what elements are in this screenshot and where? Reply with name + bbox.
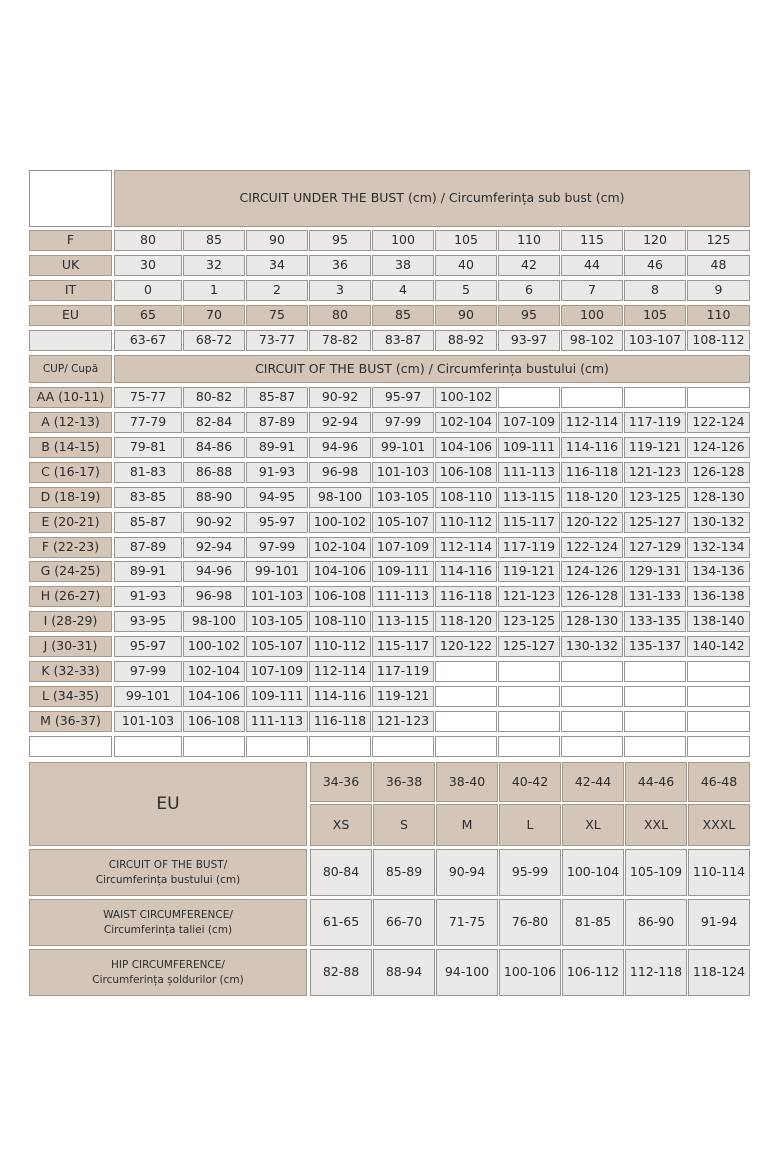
measurement-value: 81-85	[562, 899, 624, 946]
cup-value: 114-116	[561, 437, 623, 458]
cup-header-label: CUP/ Cupă	[29, 355, 112, 383]
measurement-value: 118-124	[688, 949, 750, 996]
cup-value: 86-88	[183, 462, 245, 483]
measurement-value: 66-70	[373, 899, 435, 946]
eu-size: 36-38	[373, 762, 435, 802]
cup-value: 101-103	[246, 586, 308, 607]
eu-size: 38-40	[436, 762, 498, 802]
cup-value	[561, 661, 623, 682]
cup-value: 99-101	[372, 437, 434, 458]
cup-value: 140-142	[687, 636, 750, 657]
cup-value	[687, 387, 750, 408]
size-system-value: 105	[624, 305, 686, 326]
cup-value: 98-100	[183, 611, 245, 632]
cup-value: 135-137	[624, 636, 686, 657]
empty-cell	[624, 736, 686, 757]
cup-value: 95-97	[114, 636, 182, 657]
cup-value: 110-112	[309, 636, 371, 657]
cup-value: 87-89	[246, 412, 308, 433]
size-system-value: 34	[246, 255, 308, 276]
measurement-value: 86-90	[625, 899, 687, 946]
cup-value: 118-120	[435, 611, 497, 632]
cup-value: 130-132	[561, 636, 623, 657]
cup-value: 83-85	[114, 487, 182, 508]
cup-value: 122-124	[561, 537, 623, 558]
cup-value: 104-106	[435, 437, 497, 458]
cup-value: 126-128	[561, 586, 623, 607]
cup-value: 97-99	[372, 412, 434, 433]
cup-value: 91-93	[246, 462, 308, 483]
cup-value: 92-94	[183, 537, 245, 558]
cup-value: 138-140	[687, 611, 750, 632]
size-system-value: 68-72	[183, 330, 245, 351]
cup-value: 105-107	[372, 512, 434, 533]
cup-value: 112-114	[561, 412, 623, 433]
size-system-value: 7	[561, 280, 623, 301]
size-system-value: 73-77	[246, 330, 308, 351]
letter-size: XL	[562, 804, 624, 846]
cup-value	[498, 661, 560, 682]
size-system-value: 90	[246, 230, 308, 251]
cup-value: 128-130	[687, 487, 750, 508]
measurement-value: 76-80	[499, 899, 561, 946]
corner-cell	[29, 170, 112, 227]
size-system-value: 80	[114, 230, 182, 251]
cup-label: AA (10-11)	[29, 387, 112, 408]
cup-value: 101-103	[114, 711, 182, 732]
cup-value: 123-125	[624, 487, 686, 508]
cup-value	[498, 711, 560, 732]
measurement-value: 110-114	[688, 849, 750, 896]
cup-value: 110-112	[435, 512, 497, 533]
cup-value	[435, 711, 497, 732]
cup-value: 126-128	[687, 462, 750, 483]
size-system-value: 100	[561, 305, 623, 326]
size-system-value: 44	[561, 255, 623, 276]
cup-value: 95-97	[372, 387, 434, 408]
cup-value	[498, 686, 560, 707]
cup-label: C (16-17)	[29, 462, 112, 483]
cup-value: 88-90	[183, 487, 245, 508]
cup-label: K (32-33)	[29, 661, 112, 682]
cup-value	[561, 711, 623, 732]
cup-value: 96-98	[183, 586, 245, 607]
size-system-value: 90	[435, 305, 497, 326]
letter-size: XXXL	[688, 804, 750, 846]
eu-size: 42-44	[562, 762, 624, 802]
cup-value: 131-133	[624, 586, 686, 607]
eu-size: 40-42	[499, 762, 561, 802]
cup-value: 103-105	[246, 611, 308, 632]
cup-value: 113-115	[498, 487, 560, 508]
cup-value: 77-79	[114, 412, 182, 433]
cup-value: 97-99	[246, 537, 308, 558]
cup-value	[624, 661, 686, 682]
size-system-value: 9	[687, 280, 750, 301]
measurement-value: 100-106	[499, 949, 561, 996]
cup-value: 112-114	[309, 661, 371, 682]
cup-value: 115-117	[372, 636, 434, 657]
size-system-value: 48	[687, 255, 750, 276]
size-system-value: 6	[498, 280, 560, 301]
cup-label: G (24-25)	[29, 561, 112, 582]
cup-label: M (36-37)	[29, 711, 112, 732]
cup-value: 94-96	[183, 561, 245, 582]
cup-value: 119-121	[498, 561, 560, 582]
size-system-value: 5	[435, 280, 497, 301]
cup-value: 94-96	[309, 437, 371, 458]
cup-value: 111-113	[498, 462, 560, 483]
letter-size: S	[373, 804, 435, 846]
cup-value	[687, 686, 750, 707]
cup-value: 100-102	[435, 387, 497, 408]
cup-value: 89-91	[114, 561, 182, 582]
size-system-value: 4	[372, 280, 434, 301]
cup-value: 108-110	[435, 487, 497, 508]
size-system-value: 88-92	[435, 330, 497, 351]
size-system-value: 1	[183, 280, 245, 301]
measurement-value: 61-65	[310, 899, 372, 946]
cup-value: 109-111	[372, 561, 434, 582]
size-system-value: 98-102	[561, 330, 623, 351]
size-system-value: 83-87	[372, 330, 434, 351]
cup-value: 117-119	[372, 661, 434, 682]
measurement-value: 82-88	[310, 949, 372, 996]
cup-value: 121-123	[498, 586, 560, 607]
size-system-value: 38	[372, 255, 434, 276]
empty-cell	[372, 736, 434, 757]
cup-value: 85-87	[246, 387, 308, 408]
size-system-value: 40	[435, 255, 497, 276]
cup-value: 115-117	[498, 512, 560, 533]
cup-value: 117-119	[624, 412, 686, 433]
cup-value: 109-111	[498, 437, 560, 458]
cup-value: 116-118	[309, 711, 371, 732]
size-system-label: EU	[29, 305, 112, 326]
under-bust-header: CIRCUIT UNDER THE BUST (cm) / Circumferința sub bust (cm)	[114, 170, 750, 227]
cup-value	[624, 686, 686, 707]
empty-cell	[29, 736, 112, 757]
measurement-value: 71-75	[436, 899, 498, 946]
cup-label: L (34-35)	[29, 686, 112, 707]
measurement-value: 80-84	[310, 849, 372, 896]
cup-label: I (28-29)	[29, 611, 112, 632]
cup-value	[435, 686, 497, 707]
measurement-value: 85-89	[373, 849, 435, 896]
cup-value: 100-102	[183, 636, 245, 657]
measurement-value: 88-94	[373, 949, 435, 996]
size-system-value: 95	[309, 230, 371, 251]
size-system-value: 115	[561, 230, 623, 251]
cup-value: 124-126	[561, 561, 623, 582]
cup-value: 114-116	[309, 686, 371, 707]
cup-value: 111-113	[246, 711, 308, 732]
cup-value: 90-92	[183, 512, 245, 533]
empty-cell	[183, 736, 245, 757]
size-system-value: 65	[114, 305, 182, 326]
cup-value	[624, 711, 686, 732]
size-system-value: 95	[498, 305, 560, 326]
size-system-value: 105	[435, 230, 497, 251]
cup-value: 125-127	[498, 636, 560, 657]
measurement-label: WAIST CIRCUMFERENCE/ Circumferința taliei (cm)	[29, 899, 307, 946]
cup-value: 133-135	[624, 611, 686, 632]
cup-value: 82-84	[183, 412, 245, 433]
cup-value: 102-104	[309, 537, 371, 558]
letter-size: XS	[310, 804, 372, 846]
size-system-value: 108-112	[687, 330, 750, 351]
cup-value: 120-122	[435, 636, 497, 657]
size-system-value: 46	[624, 255, 686, 276]
cup-value: 123-125	[498, 611, 560, 632]
size-system-label: IT	[29, 280, 112, 301]
cup-value: 109-111	[246, 686, 308, 707]
cup-value: 127-129	[624, 537, 686, 558]
size-system-value: 93-97	[498, 330, 560, 351]
empty-cell	[687, 736, 750, 757]
cup-value: 99-101	[246, 561, 308, 582]
cup-value: 117-119	[498, 537, 560, 558]
eu-size: 34-36	[310, 762, 372, 802]
cup-value	[498, 387, 560, 408]
size-system-value: 0	[114, 280, 182, 301]
cup-value: 122-124	[687, 412, 750, 433]
cup-value: 99-101	[114, 686, 182, 707]
cup-value: 98-100	[309, 487, 371, 508]
cup-value: 113-115	[372, 611, 434, 632]
size-system-value: 78-82	[309, 330, 371, 351]
cup-label: D (18-19)	[29, 487, 112, 508]
cup-label: F (22-23)	[29, 537, 112, 558]
measurement-value: 112-118	[625, 949, 687, 996]
size-system-value: 110	[687, 305, 750, 326]
cup-label: H (26-27)	[29, 586, 112, 607]
cup-value: 132-134	[687, 537, 750, 558]
cup-value: 93-95	[114, 611, 182, 632]
size-system-label	[29, 330, 112, 351]
cup-value: 112-114	[435, 537, 497, 558]
empty-cell	[114, 736, 182, 757]
cup-value: 85-87	[114, 512, 182, 533]
measurement-value: 94-100	[436, 949, 498, 996]
size-system-value: 42	[498, 255, 560, 276]
cup-value: 104-106	[183, 686, 245, 707]
measurement-value: 91-94	[688, 899, 750, 946]
size-system-value: 2	[246, 280, 308, 301]
cup-value: 118-120	[561, 487, 623, 508]
measurement-label: CIRCUIT OF THE BUST/ Circumferința bustului (cm)	[29, 849, 307, 896]
size-system-value: 30	[114, 255, 182, 276]
cup-value: 81-83	[114, 462, 182, 483]
size-system-label: F	[29, 230, 112, 251]
cup-value: 114-116	[435, 561, 497, 582]
empty-cell	[561, 736, 623, 757]
empty-cell	[498, 736, 560, 757]
cup-value	[624, 387, 686, 408]
letter-size: M	[436, 804, 498, 846]
cup-value: 121-123	[372, 711, 434, 732]
cup-value: 121-123	[624, 462, 686, 483]
cup-value: 84-86	[183, 437, 245, 458]
cup-value: 119-121	[372, 686, 434, 707]
cup-value	[435, 661, 497, 682]
cup-value: 102-104	[435, 412, 497, 433]
letter-size: L	[499, 804, 561, 846]
cup-value	[561, 387, 623, 408]
cup-value: 91-93	[114, 586, 182, 607]
cup-label: E (20-21)	[29, 512, 112, 533]
cup-value: 120-122	[561, 512, 623, 533]
cup-value: 106-108	[309, 586, 371, 607]
size-system-value: 125	[687, 230, 750, 251]
cup-value: 107-109	[498, 412, 560, 433]
cup-value: 116-118	[561, 462, 623, 483]
measurement-label: HIP CIRCUMFERENCE/ Circumferința șoldurilor (cm)	[29, 949, 307, 996]
size-system-value: 3	[309, 280, 371, 301]
cup-value	[561, 686, 623, 707]
cup-value: 103-105	[372, 487, 434, 508]
cup-value: 107-109	[246, 661, 308, 682]
size-system-value: 70	[183, 305, 245, 326]
cup-value: 96-98	[309, 462, 371, 483]
cup-value: 134-136	[687, 561, 750, 582]
cup-value: 106-108	[183, 711, 245, 732]
size-system-value: 100	[372, 230, 434, 251]
size-system-value: 103-107	[624, 330, 686, 351]
cup-label: A (12-13)	[29, 412, 112, 433]
size-system-value: 80	[309, 305, 371, 326]
size-system-value: 120	[624, 230, 686, 251]
cup-value: 90-92	[309, 387, 371, 408]
cup-label: B (14-15)	[29, 437, 112, 458]
size-system-value: 85	[372, 305, 434, 326]
size-system-label: UK	[29, 255, 112, 276]
cup-value: 100-102	[309, 512, 371, 533]
cup-value: 136-138	[687, 586, 750, 607]
cup-value: 130-132	[687, 512, 750, 533]
measurement-value: 105-109	[625, 849, 687, 896]
measurement-value: 100-104	[562, 849, 624, 896]
cup-value: 128-130	[561, 611, 623, 632]
eu-size: 46-48	[688, 762, 750, 802]
cup-value: 129-131	[624, 561, 686, 582]
cup-value: 95-97	[246, 512, 308, 533]
size-system-value: 63-67	[114, 330, 182, 351]
cup-value: 87-89	[114, 537, 182, 558]
eu-size: 44-46	[625, 762, 687, 802]
cup-value	[687, 661, 750, 682]
cup-value: 124-126	[687, 437, 750, 458]
size-system-value: 85	[183, 230, 245, 251]
cup-value: 106-108	[435, 462, 497, 483]
cup-value: 97-99	[114, 661, 182, 682]
measurement-value: 106-112	[562, 949, 624, 996]
cup-value: 107-109	[372, 537, 434, 558]
cup-value: 105-107	[246, 636, 308, 657]
size-system-value: 32	[183, 255, 245, 276]
cup-value: 119-121	[624, 437, 686, 458]
cup-value: 94-95	[246, 487, 308, 508]
cup-value: 89-91	[246, 437, 308, 458]
cup-value: 80-82	[183, 387, 245, 408]
size-system-value: 110	[498, 230, 560, 251]
cup-value: 116-118	[435, 586, 497, 607]
cup-value: 79-81	[114, 437, 182, 458]
letter-size: XXL	[625, 804, 687, 846]
cup-label: J (30-31)	[29, 636, 112, 657]
bust-circuit-header: CIRCUIT OF THE BUST (cm) / Circumferința bustului (cm)	[114, 355, 750, 383]
cup-value: 92-94	[309, 412, 371, 433]
size-system-value: 75	[246, 305, 308, 326]
cup-value: 101-103	[372, 462, 434, 483]
measurement-value: 95-99	[499, 849, 561, 896]
eu-label: EU	[29, 762, 307, 846]
empty-cell	[309, 736, 371, 757]
empty-cell	[246, 736, 308, 757]
cup-value: 111-113	[372, 586, 434, 607]
cup-value: 75-77	[114, 387, 182, 408]
size-system-value: 36	[309, 255, 371, 276]
cup-value: 108-110	[309, 611, 371, 632]
cup-value: 104-106	[309, 561, 371, 582]
cup-value: 102-104	[183, 661, 245, 682]
empty-cell	[435, 736, 497, 757]
cup-value	[687, 711, 750, 732]
cup-value: 125-127	[624, 512, 686, 533]
measurement-value: 90-94	[436, 849, 498, 896]
size-system-value: 8	[624, 280, 686, 301]
